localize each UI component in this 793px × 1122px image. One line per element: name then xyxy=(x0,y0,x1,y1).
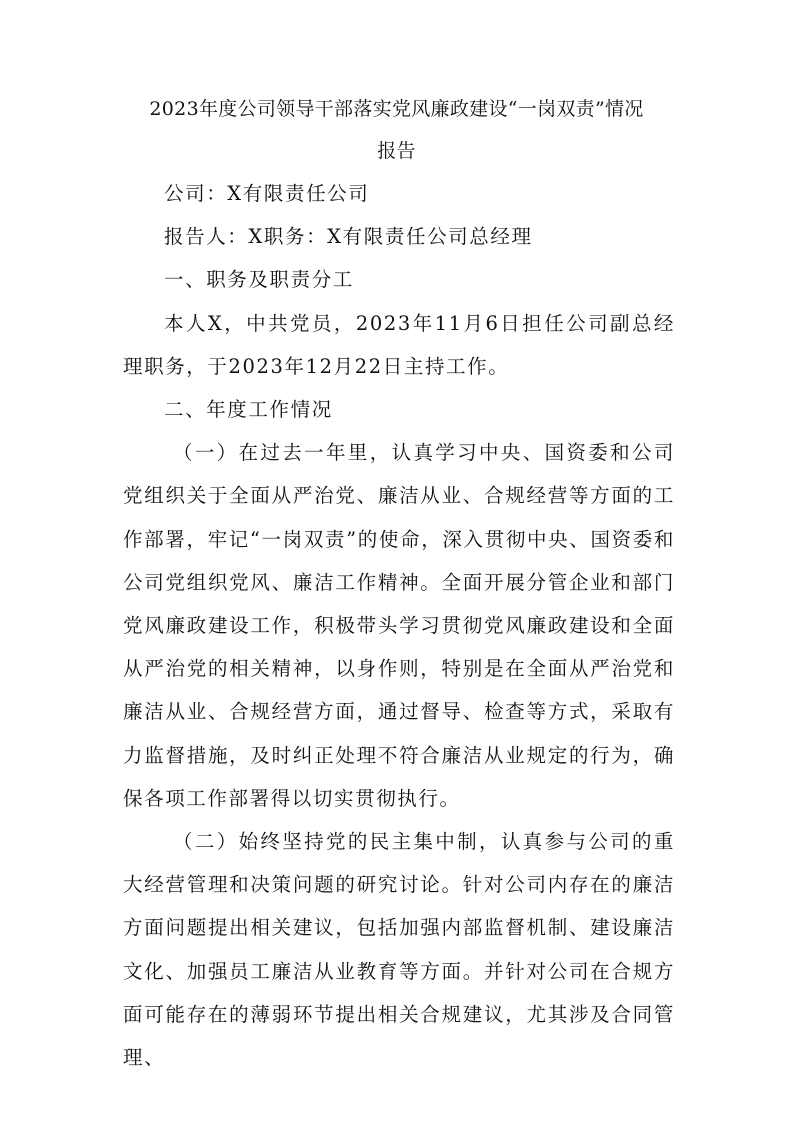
duties-paragraph: 本人X，中共党员，2023年11月6日担任公司副总经理职务，于2023年12月22日主持工作。 xyxy=(123,311,675,378)
title-line-1: 2023年度公司领导干部落实党风廉政建设“一岗双责”情况 xyxy=(149,98,644,120)
company-line: 公司：X有限责任公司 xyxy=(164,182,370,205)
title-line-2: 报告 xyxy=(377,140,416,162)
document-title xyxy=(115,88,678,172)
reporter-line: 报告人：X职务：X有限责任公司总经理 xyxy=(164,225,533,249)
annual-work-paragraph-2: （二）始终坚持党的民主集中制，认真参与公司的重大经营管理和决策问题的研究讨论。针对公司内存在的廉洁方面问题提出相关建议，包括加强内部监督机制、建设廉洁文化、加强员工廉洁从业教育等方面。并针对公司在合规方面可能存在的薄弱环节提出相关合规建议，尤其涉及合同管理、 xyxy=(123,830,675,1070)
section-heading-duties: 一、职务及职责分工 xyxy=(164,268,354,292)
document-body xyxy=(123,172,675,1079)
section-heading-annual-work: 二、年度工作情况 xyxy=(164,398,333,422)
annual-work-paragraph-1: （一）在过去一年里，认真学习中央、国资委和公司党组织关于全面从严治党、廉洁从业、合规经营等方面的工作部署，牢记“一岗双责”的使命，深入贯彻中央、国资委和公司党组织党风、廉洁工作精神。全面开展分管企业和部门党风廉政建设工作，积极带头学习贯彻党风廉政建设和全面从严治党的相关精神，以身作则，特别是在全面从严治党和廉洁从业、合规经营方面，通过督导、检查等方式，采取有力监督措施，及时纠正处理不符合廉洁从业规定的行为，确保各项工作部署得以切实贯彻执行。 xyxy=(123,441,675,810)
